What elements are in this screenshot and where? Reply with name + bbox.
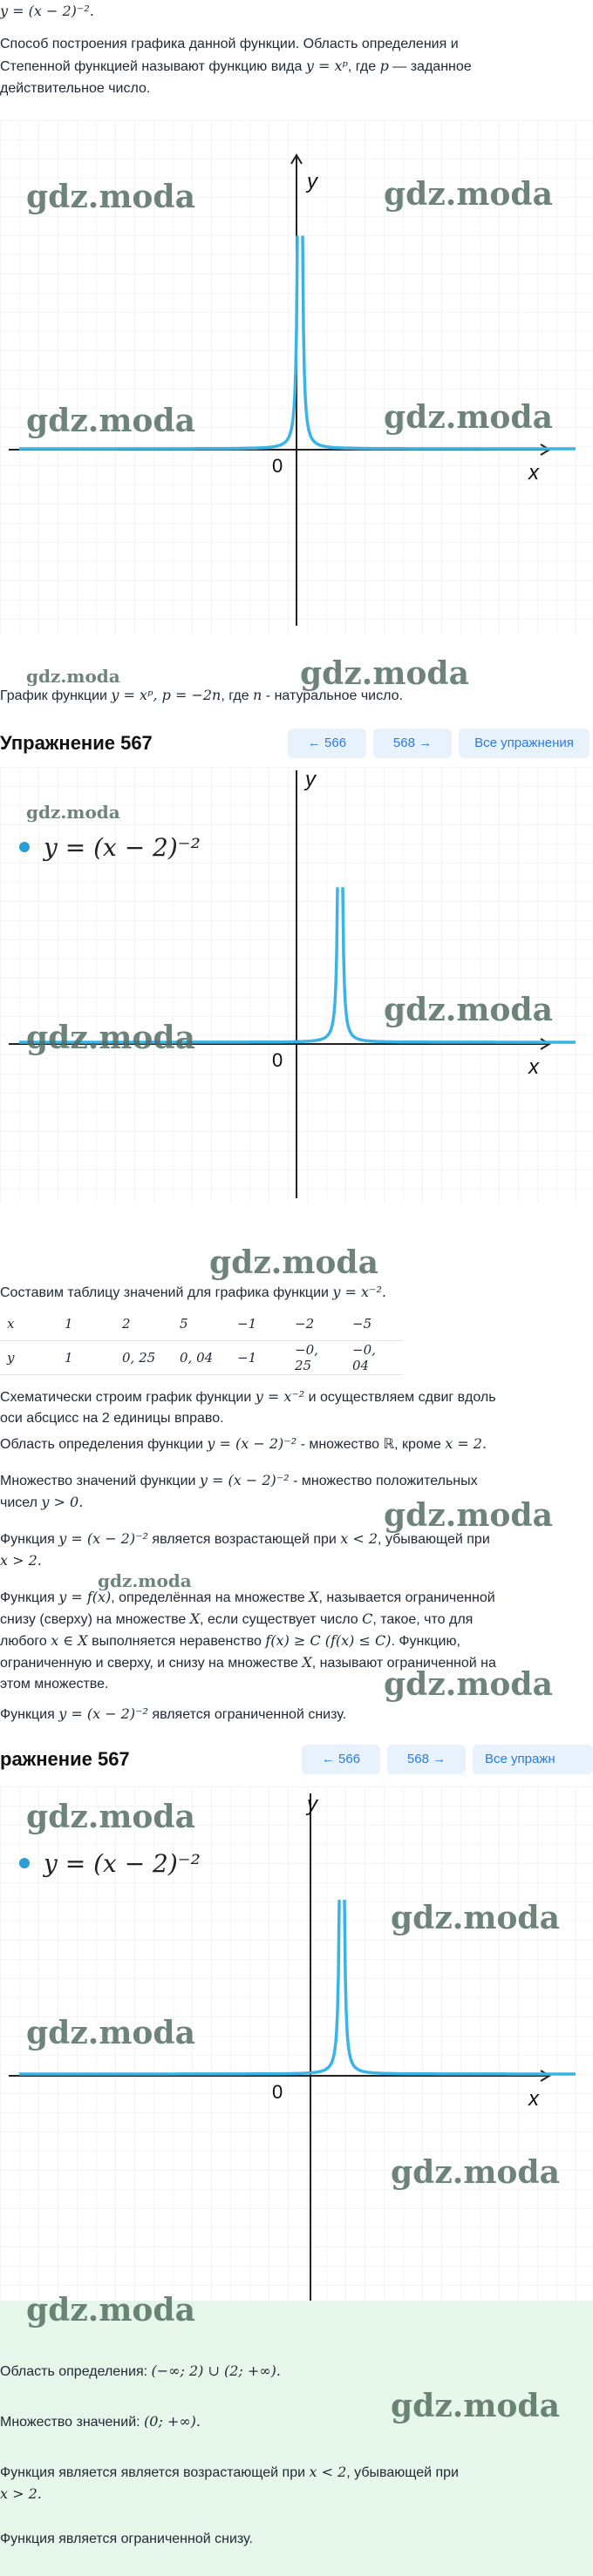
watermark: gdz.moda <box>384 399 553 436</box>
watermark: gdz.moda <box>26 1020 195 1056</box>
exercise-nav <box>0 1738 593 1783</box>
next-exercise-button[interactable]: 568 → <box>373 729 452 758</box>
watermark: gdz.moda <box>384 992 553 1028</box>
legend-dot <box>19 1858 30 1868</box>
watermark: gdz.moda <box>384 1666 553 1703</box>
legend-formula: y = (x − 2)⁻² <box>44 1849 201 1878</box>
table-row: y 1 0, 25 0, 04 −1 −0, 25 −0, 04 <box>0 1341 403 1375</box>
values-table <box>0 1307 403 1375</box>
solution-text: Схематически строим график функции y = x⁻² и осуществляем сдвиг вдоль оси абсцисс на 2 единицы вправо. Область определения функции y = (x − 2)⁻² - множество ℝ, кроме x = 2. Множество значений функции y = (x − 2)⁻² - множество положительных чисел y > 0. Функция y = (x − 2)⁻² является возрастающей при x < 2, убывающей при x > 2. Функция y = f(x), определённая на множестве X, называется ограниченной снизу (сверху) на множестве X, если существует число C, такое, что для любого x ∈ X выполняется неравенство f(x) ≥ C (f(x) ≤ C). Функцию, ограниченную и сверху, и снизу на множестве X, называют ограниченной на этом множестве. Функция y = (x − 2)⁻² является ограниченной снизу. <box>0 1388 496 1722</box>
graph-exercise-function <box>0 767 593 1203</box>
next-exercise-button[interactable]: 568 → <box>387 1745 466 1774</box>
watermark: gdz.moda <box>391 2154 560 2191</box>
answer-text: Область определения: (−∞; 2) ∪ (2; +∞). Множество значений: (0; +∞). Функция является является возрастающей при x < 2, убывающей при x > 2. Функция является ограниченной снизу. <box>0 2362 459 2546</box>
watermark: gdz.moda <box>26 666 120 687</box>
origin-label: 0 <box>272 2081 283 2103</box>
watermark: gdz.moda <box>98 1570 192 1591</box>
origin-label: 0 <box>272 455 283 477</box>
exercise-title: ражнение 567 <box>0 1748 130 1770</box>
table-intro: Составим таблицу значений для графика функции y = x⁻². <box>0 1284 386 1300</box>
watermark: gdz.moda <box>300 655 469 692</box>
exercise-nav <box>0 722 593 767</box>
watermark: gdz.moda <box>384 1497 553 1534</box>
formula-line: y = (x − 2)⁻². <box>0 3 94 19</box>
exercise-title: Упражнение 567 <box>0 732 153 754</box>
watermark: gdz.moda <box>384 176 553 213</box>
watermark: gdz.moda <box>26 179 195 215</box>
table-row: x 1 2 5 −1 −2 −5 <box>0 1307 403 1341</box>
origin-label: 0 <box>272 1049 283 1071</box>
paragraph-intro: Способ построения графика данной функции. Область определения и Степенной функцией называют функцию вида y = xᵖ, где p — заданное действительное число. <box>0 37 472 96</box>
watermark: gdz.moda <box>26 1799 195 1835</box>
prev-exercise-button[interactable]: ← 566 <box>288 729 366 758</box>
prev-exercise-button[interactable]: ← 566 <box>302 1745 380 1774</box>
all-exercises-button[interactable]: Все упражн <box>473 1745 593 1774</box>
legend-dot <box>19 842 30 852</box>
x-axis-label: x <box>528 2087 539 2111</box>
watermark: gdz.moda <box>26 802 120 823</box>
graph-caption: График функции y = xᵖ, p = −2n, где n - натуральное число. <box>0 687 403 703</box>
watermark: gdz.moda <box>26 2015 195 2051</box>
y-axis-label: y <box>307 170 317 193</box>
watermark: gdz.moda <box>391 2388 560 2424</box>
watermark: gdz.moda <box>209 1244 378 1281</box>
all-exercises-button[interactable]: Все упражнения <box>459 729 590 758</box>
x-axis-label: x <box>528 1055 539 1079</box>
legend-formula: y = (x − 2)⁻² <box>44 833 201 862</box>
watermark: gdz.moda <box>391 1900 560 1936</box>
watermark: gdz.moda <box>26 2292 195 2329</box>
x-axis-label: x <box>528 461 539 485</box>
y-axis-label: y <box>307 1793 317 1816</box>
watermark: gdz.moda <box>26 403 195 439</box>
y-axis-label: y <box>305 768 316 791</box>
